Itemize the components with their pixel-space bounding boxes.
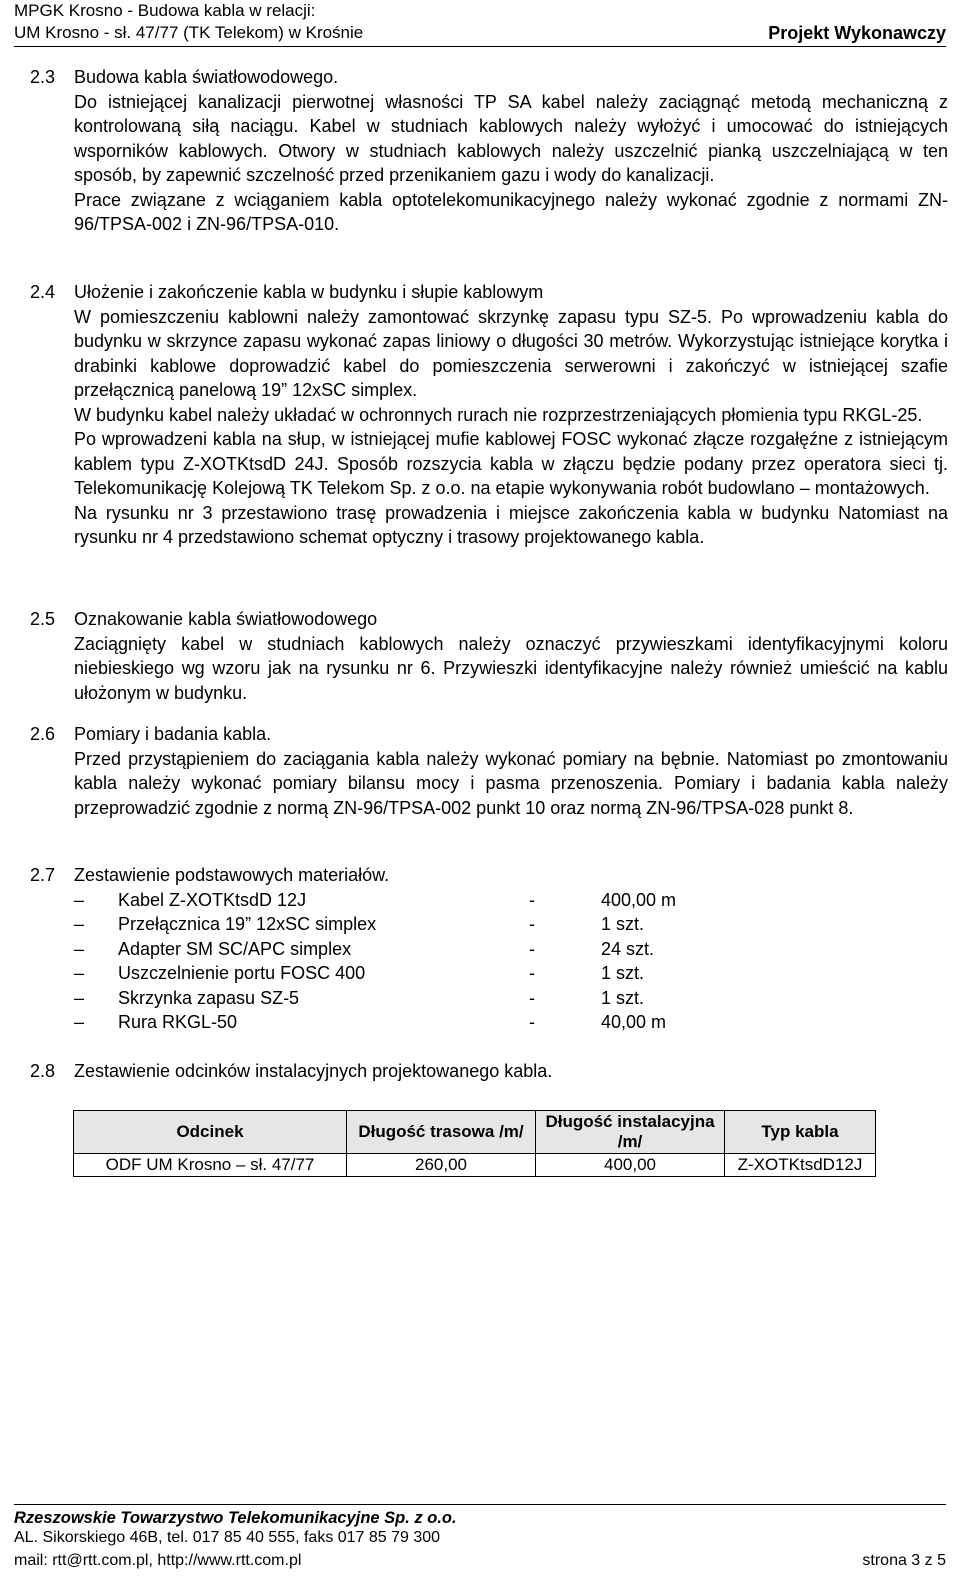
dash-bullet: – [74, 987, 85, 1008]
section-2-4 [30, 280, 948, 550]
section-title: Ułożenie i zakończenie kabla w budynku i słupie kablowym [74, 282, 544, 302]
material-quantity: 40,00 m [601, 1012, 667, 1032]
section-2-7 [30, 863, 948, 1035]
cell-cable-type: Z-XOTKtsdD12J [725, 1154, 876, 1177]
page-footer [14, 1504, 946, 1569]
column-header-cable-type: Typ kabla [725, 1111, 876, 1154]
list-item [74, 1010, 948, 1035]
material-name: Kabel Z-XOTKtsdD 12J [118, 889, 307, 910]
material-quantity: 1 szt. [601, 914, 645, 934]
separator: - [529, 987, 535, 1008]
list-item [74, 912, 948, 937]
dash-bullet: – [74, 889, 85, 910]
paragraph: W pomieszczeniu kablowni należy zamontować skrzynkę zapasu typu SZ-5. Po wprowadzeniu kabla do budynku w skrzynce zapasu wykonać zapas liniowy o długości 30 metrów. Wykorzystując istniejące korytka i drabinki kablowe doprowadzić kabel do pomieszczenia serwerowni i zakończyć w istniejącej szafie przełącznicą panelową 19” 12xSC simplex. [74, 306, 948, 400]
section-number: 2.7 [30, 865, 56, 885]
material-quantity: 24 szt. [601, 938, 655, 959]
column-header-install-length: Długość instalacyjna /m/ [536, 1111, 725, 1154]
cell-install-length: 400,00 [536, 1154, 725, 1177]
paragraph: Zaciągnięty kabel w studniach kablowych należy oznaczyć przywieszkami identyfikacyjnymi koloru niebieskiego wg wzoru jak na rysunku nr 6. Przywieszki identyfikacyjne należy również umieścić na kablu ułożonym w budynku. [74, 633, 948, 703]
paragraph: Na rysunku nr 3 przestawiono trasę prowadzenia i miejsce zakończenia kabla w budynku Natomiast na rysunku nr 4 przedstawiono schemat optyczny i trasowy projektowanego kabla. [74, 502, 948, 547]
list-item [74, 961, 948, 986]
separator: - [529, 963, 535, 983]
material-quantity: 1 szt. [601, 987, 645, 1008]
column-header-segment: Odcinek [74, 1111, 347, 1154]
dash-bullet: – [74, 963, 85, 983]
section-number: 2.3 [30, 67, 56, 87]
section-number: 2.6 [30, 724, 56, 744]
section-number: 2.4 [30, 282, 56, 302]
footer-address: AL. Sikorskiego 46B, tel. 017 85 40 555, faks 017 85 79 300 [14, 1529, 441, 1546]
cell-route-length: 260,00 [347, 1154, 536, 1177]
list-item [74, 986, 948, 1011]
section-number: 2.8 [30, 1061, 56, 1081]
section-2-6 [30, 722, 948, 820]
cell-segment: ODF UM Krosno – sł. 47/77 [74, 1154, 347, 1177]
table-header-row [74, 1111, 876, 1154]
list-item [74, 888, 948, 913]
materials-list [74, 888, 948, 1035]
footer-company: Rzeszowskie Towarzystwo Telekomunikacyjne Sp. z o.o. [14, 1509, 457, 1527]
segments-table [73, 1110, 876, 1177]
section-title: Zestawienie podstawowych materiałów. [74, 865, 390, 885]
table-row [74, 1154, 876, 1177]
material-quantity: 1 szt. [601, 963, 645, 983]
dash-bullet: – [74, 938, 85, 959]
section-title: Pomiary i badania kabla. [74, 724, 272, 744]
section-title: Zestawienie odcinków instalacyjnych projektowanego kabla. [74, 1061, 553, 1081]
section-2-3 [30, 65, 948, 237]
paragraph: Do istniejącej kanalizacji pierwotnej własności TP SA kabel należy zaciągnąć metodą mechaniczną z kontrolowaną siłą naciągu. Kabel w studniach kablowych należy wyłożyć i umocować do istniejących wsporników kablowych. Otwory w studniach kablowych należy uszczelnić pianką uszczelniającą w ten sposób, by zapewnić szczelność przed przenikaniem gazu i wody do kanalizacji. [74, 91, 948, 185]
paragraph: Prace związane z wciąganiem kabla optotelekomunikacyjnego należy wykonać zgodnie z normami ZN-96/TPSA-002 i ZN-96/TPSA-010. [74, 189, 948, 234]
material-quantity: 400,00 m [601, 889, 677, 910]
separator: - [529, 1012, 535, 1032]
section-2-8 [30, 1059, 948, 1084]
section-number: 2.5 [30, 609, 56, 629]
dash-bullet: – [74, 1012, 85, 1032]
section-title: Oznakowanie kabla światłowodowego [74, 609, 378, 629]
material-name: Uszczelnienie portu FOSC 400 [118, 963, 366, 983]
material-name: Skrzynka zapasu SZ-5 [118, 987, 300, 1008]
page-header [14, 0, 946, 47]
footer-contact: mail: rtt@rtt.com.pl, http://www.rtt.com.pl [14, 1552, 302, 1569]
material-name: Rura RKGL-50 [118, 1012, 238, 1032]
dash-bullet: – [74, 914, 85, 934]
section-2-5 [30, 607, 948, 705]
list-item [74, 937, 948, 962]
section-title: Budowa kabla światłowodowego. [74, 67, 339, 87]
paragraph: W budynku kabel należy układać w ochronnych rurach nie rozprzestrzeniających płomienia typu RKGL-25. [74, 404, 923, 425]
page-number: strona 3 z 5 [862, 1552, 946, 1569]
header-title-line2: UM Krosno - sł. 47/77 (TK Telekom) w Krośnie [14, 23, 364, 42]
material-name: Adapter SM SC/APC simplex [118, 938, 352, 959]
paragraph: Po wprowadzeni kabla na słup, w istniejącej mufie kablowej FOSC wykonać złącze rozgałęźne z istniejącym kablem typu Z-XOTKtsdD 24J. Sposób rozszycia kabla w złączu będzie podany przez operatora sieci tj. Telekomunikację Kolejową TK Telekom Sp. z o.o. na etapie wykonywania robót budowlano – montażowych. [74, 429, 948, 498]
separator: - [529, 938, 535, 959]
paragraph: Przed przystąpieniem do zaciągania kabla należy wykonać pomiary na bębnie. Natomiast po zmontowaniu kabla należy wykonać pomiary bilansu mocy i pasma przenoszenia. Pomiary i badania kabla należy przeprowadzić zgodnie z normą ZN-96/TPSA-002 punkt 10 oraz normą ZN-96/TPSA-028 punkt 8. [74, 748, 948, 818]
material-name: Przełącznica 19” 12xSC simplex [118, 914, 377, 934]
separator: - [529, 889, 535, 910]
column-header-route-length: Długość trasowa /m/ [347, 1111, 536, 1154]
header-title-line1: MPGK Krosno - Budowa kabla w relacji: [14, 1, 316, 20]
header-project-type: Projekt Wykonawczy [768, 23, 946, 43]
separator: - [529, 914, 535, 934]
